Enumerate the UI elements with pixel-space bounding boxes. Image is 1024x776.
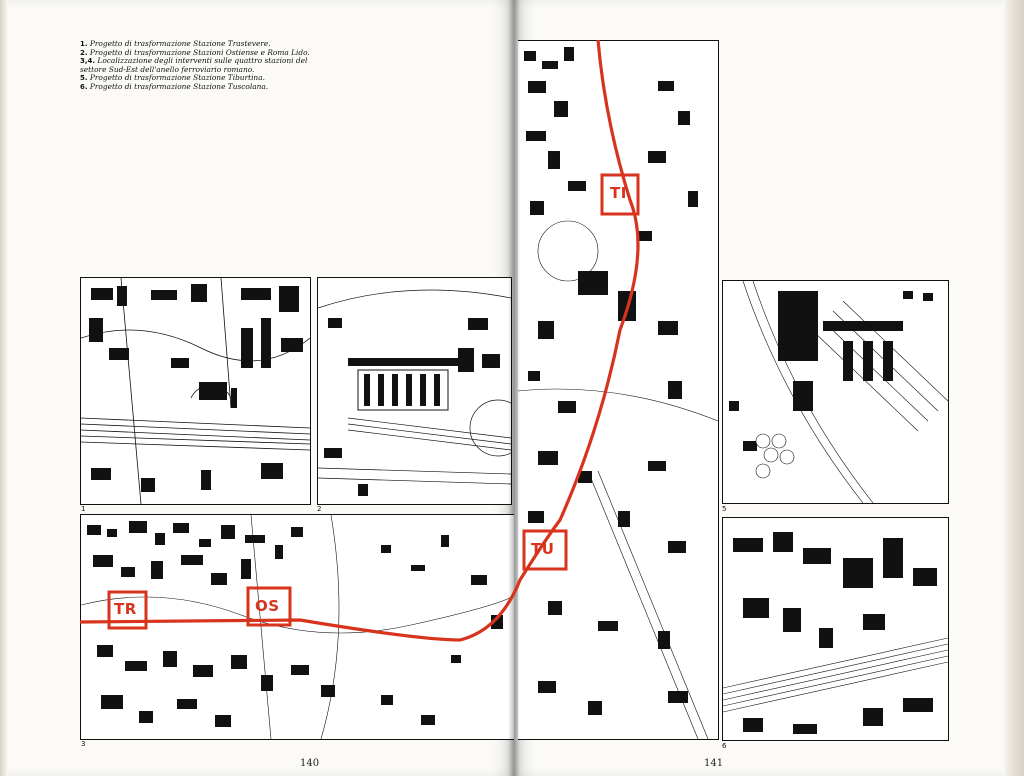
figure-6-label: 6 (722, 742, 727, 750)
station-code-os: OS (255, 597, 280, 615)
caption-text: Progetto di trasformazione Stazione Tiburtina. (89, 73, 265, 83)
caption-number: 1. (80, 40, 88, 48)
caption-number: 6. (80, 82, 88, 91)
figure-2-label: 2 (317, 505, 322, 513)
right-page-number: 141 (704, 758, 724, 769)
figure-3-localization-map-left (80, 514, 515, 740)
figure-1-trastevere-plan (80, 277, 311, 505)
right-page-edge (1002, 0, 1024, 776)
figure-4-drawing (518, 41, 718, 739)
station-code-tu: TU (531, 540, 555, 558)
figure-2-ostiense-plan (317, 277, 512, 505)
right-page (514, 0, 1024, 776)
figure-3-drawing (81, 515, 515, 739)
figure-1-label: 1 (81, 505, 86, 513)
figure-2-drawing (318, 278, 511, 504)
left-page-edge (0, 0, 8, 776)
caption-3-4 (80, 57, 330, 74)
caption-number: 3,4. (80, 57, 96, 66)
figure-5-tiburtina-plan (722, 280, 949, 504)
figure-6-drawing (723, 518, 948, 740)
caption-text: Progetto di trasformazione Stazione Tuscolana. (89, 81, 269, 91)
figure-1-drawing (81, 278, 310, 504)
figure-5-label: 5 (722, 505, 727, 513)
left-page-number: 140 (300, 758, 320, 769)
caption-number: 5. (80, 74, 88, 83)
figure-captions (80, 40, 330, 92)
station-code-tr: TR (114, 600, 137, 618)
caption-number: 2. (80, 48, 88, 57)
station-code-ti: TI (610, 184, 627, 202)
figure-5-drawing (723, 281, 948, 503)
caption-text: Progetto di trasformazione Stazione Trastevere. (89, 39, 271, 48)
caption-text: Progetto di trasformazione Stazioni Ostiense e Roma Lido. (89, 47, 310, 57)
book-gutter (508, 0, 520, 776)
figure-6-tuscolana-plan (722, 517, 949, 741)
caption-text: Localizzazione degli interventi sulle quattro stazioni del settore Sud-Est dell'anello ferroviario romano. (80, 56, 308, 74)
figure-4-localization-map (518, 40, 719, 740)
caption-6 (80, 83, 330, 92)
figure-3-label: 3 (81, 740, 86, 748)
